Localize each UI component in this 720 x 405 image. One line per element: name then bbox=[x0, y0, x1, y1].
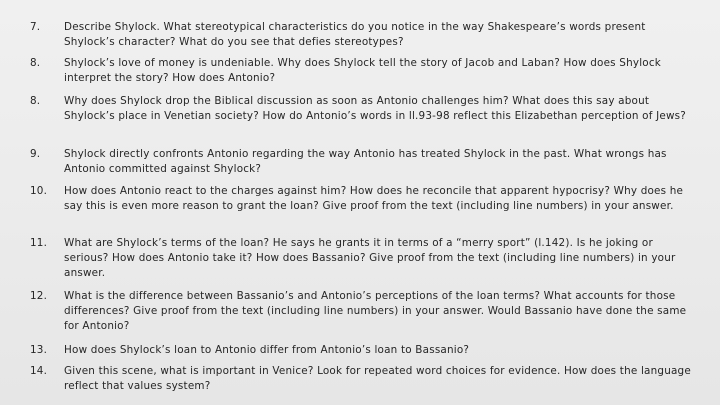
question-number: 7. bbox=[30, 21, 41, 33]
question-text: What is the difference between Bassanio’s and Antonio’s perceptions of the loan terms? What accounts for those differences? Give proof from the text (including line numbers) in your answer. Would Bassanio have done the same for Antonio? bbox=[64, 290, 687, 332]
question-number: 12. bbox=[30, 290, 48, 302]
question-text: Why does Shylock drop the Biblical discussion as soon as Antonio challenges him? What does this say about Shylock’s place in Venetian society? How do Antonio’s words in ll.93-98 reflect this Elizabethan perception of Jews? bbox=[64, 95, 686, 122]
question-number: 13. bbox=[30, 344, 48, 356]
question-text: Shylock directly confronts Antonio regarding the way Antonio has treated Shylock in the past. What wrongs has Antonio committed against Shylock? bbox=[64, 148, 667, 175]
question-text: Given this scene, what is important in Venice? Look for repeated word choices for evidence. How does the language reflect that values system? bbox=[64, 365, 691, 392]
question-number: 8. bbox=[30, 57, 41, 69]
question-number: 8. bbox=[30, 95, 41, 107]
question-text: What are Shylock’s terms of the loan? He says he grants it in terms of a “merry sport” (l.142). Is he joking or serious? How does Antonio take it? How does Bassanio? Give proof from the text (including line numbers) in your answer. bbox=[64, 237, 676, 279]
question-text: How does Antonio react to the charges against him? How does he reconcile that apparent hypocrisy? Why does he say this is even more reason to grant the loan? Give proof from the text (including line numbers) in your answer. bbox=[64, 185, 684, 212]
question-text: Describe Shylock. What stereotypical characteristics do you notice in the way Shakespeare’s words present Shylock’s character? What do you see that defies stereotypes? bbox=[64, 21, 646, 48]
question-text: How does Shylock’s loan to Antonio differ from Antonio’s loan to Bassanio? bbox=[64, 344, 470, 356]
question-number: 11. bbox=[30, 237, 48, 249]
question-number: 10. bbox=[30, 185, 48, 197]
question-text: Shylock’s love of money is undeniable. Why does Shylock tell the story of Jacob and Laban? How does Shylock interpret the story? How does Antonio? bbox=[64, 57, 661, 84]
question-number: 9. bbox=[30, 148, 41, 160]
question-number: 14. bbox=[30, 365, 48, 377]
